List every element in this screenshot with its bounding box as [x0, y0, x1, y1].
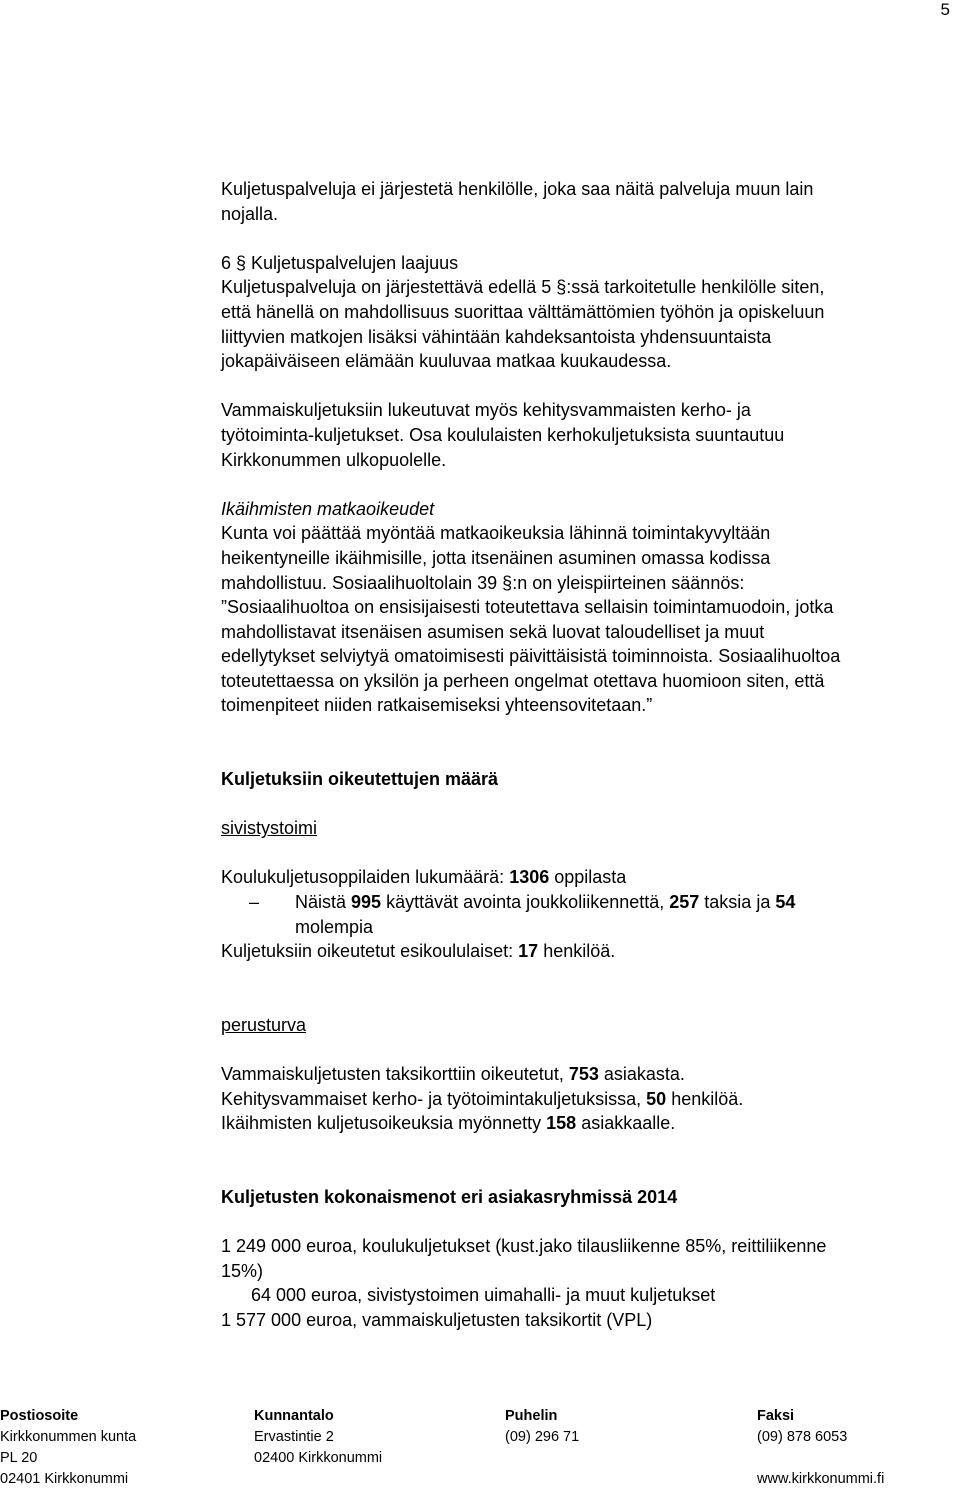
section-title: 6 § Kuljetuspalvelujen laajuus	[221, 252, 459, 273]
paragraph-line: Kunta voi päättää myöntää matkaoikeuksia lähinnä toimintakyvyltään	[221, 523, 771, 544]
footer-website-link[interactable]: www.kirkkonummi.fi	[757, 1471, 885, 1487]
footer-faksi	[757, 1406, 884, 1490]
footer-line: 02400 Kirkkonummi	[254, 1450, 383, 1466]
stat-line: Kuljetuksiin oikeutetut esikoululaiset: 17 henkilöä.	[221, 941, 616, 962]
paragraph-line: mahdollistuu. Sosiaalihuoltolain 39 §:n on yleispiirteinen säännös:	[221, 572, 745, 593]
stat-line: Koulukuljetusoppilaiden lukumäärä: 1306 oppilasta	[221, 867, 627, 888]
page-number: 5	[940, 0, 950, 19]
paragraph-line: ”Sosiaalihuoltoa on ensisijaisesti toteutettava sellaisin toimintamuodoin, jotka	[221, 597, 834, 618]
section-title: Ikäihmisten matkaoikeudet	[221, 498, 435, 519]
footer-label: Postiosoite	[0, 1408, 79, 1424]
bullet-item: – Näistä 995 käyttävät avointa joukkoliikennettä, 257 taksia ja 54	[221, 890, 956, 915]
heading-menot: Kuljetusten kokonaismenot eri asiakasryhmissä 2014	[221, 1186, 678, 1207]
paragraph-line: Kirkkonummen ulkopuolelle.	[221, 449, 447, 470]
paragraph-line: jokapäiväiseen elämään kuuluvaa matkaa kuukaudessa.	[221, 351, 672, 372]
footer-line: (09) 296 71	[505, 1429, 580, 1445]
subheading-perusturva: perusturva	[221, 1014, 307, 1035]
paragraph-line: liittyvien matkojen lisäksi vähintään kahdeksantoista yhdensuuntaista	[221, 326, 772, 347]
footer-line: PL 20	[0, 1450, 38, 1466]
heading-maara: Kuljetuksiin oikeutettujen määrä	[221, 769, 499, 790]
paragraph-line: toimenpiteet niiden ratkaisemiseksi yhteensovitetaan.”	[221, 695, 653, 716]
paragraph-line: Vammaiskuljetuksiin lukeutuvat myös kehitysvammaisten kerho- ja	[221, 400, 751, 421]
footer-line: 02401 Kirkkonummi	[0, 1471, 129, 1487]
footer-label: Puhelin	[505, 1408, 558, 1424]
footer-line: Kirkkonummen kunta	[0, 1429, 137, 1445]
footer-line: Ervastintie 2	[254, 1429, 334, 1445]
stat-line: Vammaiskuljetusten taksikorttiin oikeutetut, 753 asiakasta.	[221, 1064, 685, 1084]
subheading-sivistystoimi: sivistystoimi	[221, 818, 318, 839]
paragraph-line: mahdollistavat itsenäisen asumisen sekä luovat taloudelliset ja muut	[221, 621, 765, 642]
paragraph-line: Kuljetuspalveluja on järjestettävä edellä 5 §:ssä tarkoitetulle henkilölle siten,	[221, 277, 825, 298]
stat-line: Kehitysvammaiset kerho- ja työtoimintakuljetuksissa, 50 henkilöä.	[221, 1088, 744, 1109]
document-body	[221, 177, 956, 1332]
cost-line: 64 000 euroa, sivistystoimen uimahalli- ja muut kuljetukset	[251, 1285, 716, 1306]
footer-kunnantalo	[254, 1406, 382, 1469]
stat-value: 1306	[509, 867, 550, 888]
footer-postiosoite	[0, 1406, 136, 1490]
paragraph-line: työtoiminta-kuljetukset. Osa koululaisten kerhokuljetuksista suuntautuu	[221, 424, 785, 445]
footer-line: (09) 878 6053	[757, 1429, 848, 1445]
dash-bullet: –	[249, 892, 260, 913]
paragraph-line: Kuljetuspalveluja ei järjestetä henkilölle, joka saa näitä palveluja muun lain	[221, 179, 814, 199]
footer-label: Faksi	[757, 1408, 795, 1424]
stat-line: Ikäihmisten kuljetusoikeuksia myönnetty 158 asiakkaalle.	[221, 1113, 676, 1134]
paragraph-line: edellytykset selviytyä omatoimisesti päivittäisistä toiminnoista. Sosiaalihuoltoa	[221, 646, 841, 667]
cost-line: 1 249 000 euroa, koulukuljetukset (kust.jako tilausliikenne 85%, reittiliikenne	[221, 1235, 827, 1256]
paragraph-line: heikentyneille ikäihmisille, jotta itsenäinen asuminen omassa kodissa	[221, 547, 771, 568]
cost-line: 1 577 000 euroa, vammaiskuljetusten taksikortit (VPL)	[221, 1309, 653, 1330]
footer-label: Kunnantalo	[254, 1408, 334, 1424]
footer-puhelin	[505, 1406, 579, 1448]
cost-line: 15%)	[221, 1260, 264, 1281]
paragraph-line: toteutettaessa on yksilön ja perheen ongelmat otettava huomioon siten, että	[221, 670, 825, 691]
paragraph-line: että hänellä on mahdollisuus suorittaa välttämättömien työhön ja opiskeluun	[221, 301, 825, 322]
bullet-item-continued: molempia	[295, 916, 374, 937]
paragraph-line: nojalla.	[221, 203, 279, 224]
